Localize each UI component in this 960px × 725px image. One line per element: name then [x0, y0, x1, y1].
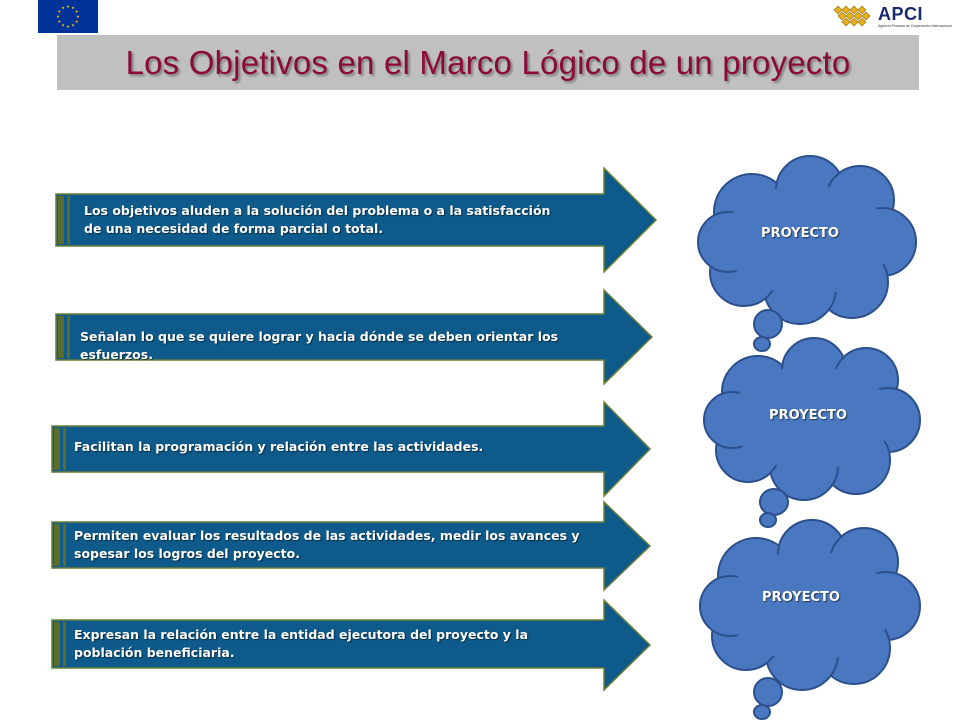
arrow-1 — [56, 168, 658, 273]
arrow-4-text: Permiten evaluar los resultados de las actividades, medir los avances y sopesar los logros del proyecto. — [74, 528, 580, 561]
thought-cloud-2-icon — [696, 336, 926, 528]
thought-cloud-2 — [696, 336, 926, 528]
apci-name: APCI — [878, 4, 924, 24]
title-bar — [57, 35, 919, 90]
apci-subtitle: Agencia Peruana de Cooperación Internacional — [878, 24, 952, 28]
page-title: Los Objetivos en el Marco Lógico de un proyecto — [125, 43, 851, 81]
arrow-3 — [52, 402, 652, 498]
arrow-2 — [56, 290, 654, 386]
arrow-4 — [52, 502, 652, 590]
arrow-3-text: Facilitan la programación y relación entre las actividades. — [74, 439, 484, 454]
cloud-2-label: PROYECTO — [769, 408, 847, 423]
cloud-1-label: PROYECTO — [761, 226, 839, 241]
apci-logo — [830, 2, 952, 34]
cloud-3-label: PROYECTO — [762, 590, 840, 605]
eu-stars-icon — [38, 0, 98, 33]
arrow-5-text: Expresan la relación entre la entidad ejecutora del proyecto y la población beneficiaria. — [74, 627, 529, 660]
apci-diamonds-icon — [830, 2, 876, 30]
thought-cloud-3-icon — [694, 516, 924, 720]
arrow-5 — [52, 600, 652, 690]
arrow-1-text: Los objetivos aluden a la solución del problema o a la satisfacción de una necesidad de forma parcial o total. — [84, 203, 551, 236]
arrow-2-text: Señalan lo que se quiere lograr y hacia dónde se deben orientar los esfuerzos. — [80, 329, 559, 362]
thought-cloud-1 — [692, 152, 924, 352]
thought-cloud-3 — [694, 516, 924, 720]
thought-cloud-1-icon — [692, 152, 924, 352]
eu-flag-logo — [38, 0, 98, 33]
